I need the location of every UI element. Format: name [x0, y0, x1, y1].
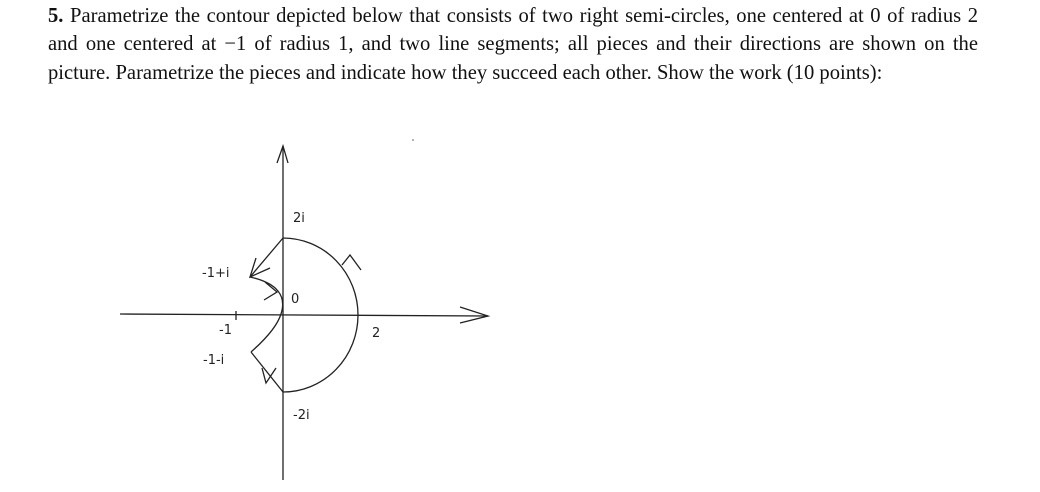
- label-zero: 0: [291, 292, 300, 307]
- label-minus-2i: -2i: [293, 408, 310, 423]
- label-two: 2: [372, 326, 381, 341]
- label-minus-one-plus-i: -1+i: [202, 266, 230, 281]
- label-2i: 2i: [293, 211, 305, 226]
- big-semicircle-arrow: [342, 255, 361, 270]
- real-axis: [120, 314, 488, 316]
- segment-lower: [251, 352, 283, 392]
- stray-dot: [412, 139, 414, 141]
- problem-number: 5.: [48, 5, 64, 27]
- problem-text: Parametrize the contour depicted below that consists of two right semi-circles, one centered at 0 of radius 2 and one centered at −1 of radius 1, and two line segments; all pieces and their directions are shown on the picture. Parametrize the pieces and indicate how they succeed each other. Show the work (10 points):: [48, 5, 979, 84]
- label-minus-one: -1: [219, 323, 232, 338]
- label-minus-one-minus-i: -1-i: [203, 353, 225, 368]
- segment-upper: [250, 238, 283, 277]
- real-axis-arrowhead: [460, 307, 488, 323]
